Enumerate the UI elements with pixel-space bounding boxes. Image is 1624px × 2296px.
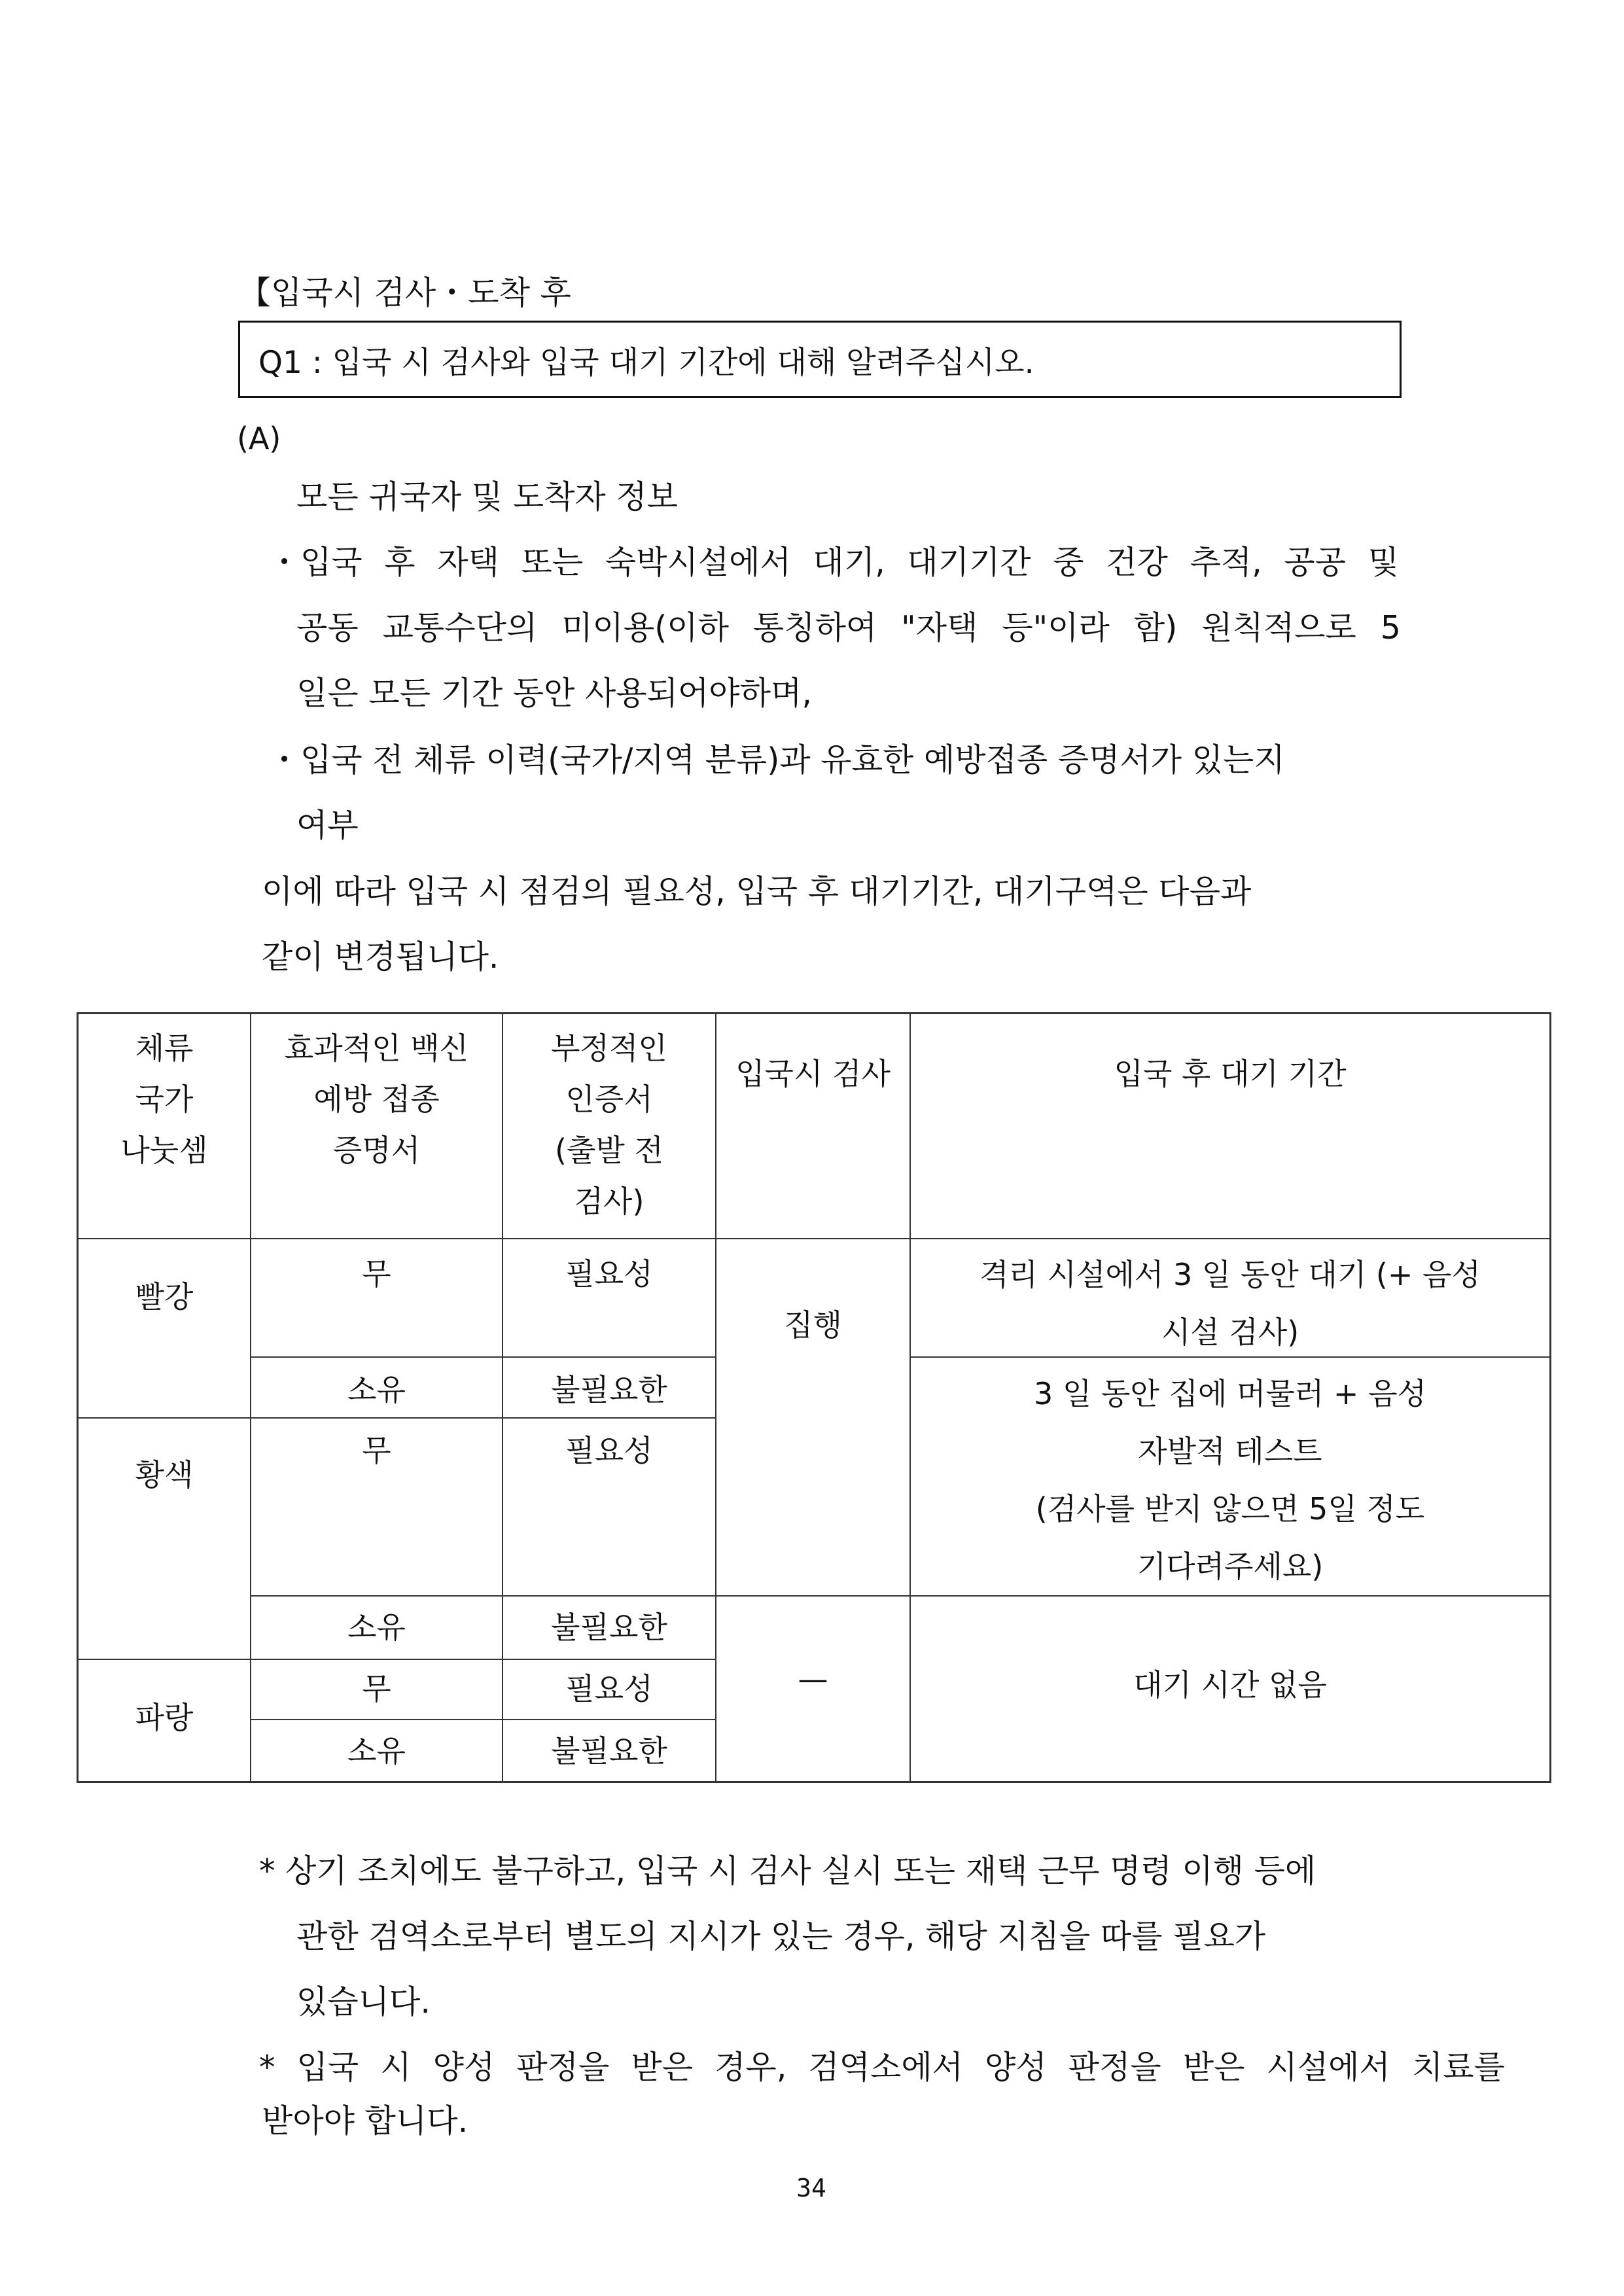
wait-none: 대기 시간 없음 — [1133, 1667, 1327, 1703]
group-yellow: 황색 — [135, 1457, 194, 1492]
vaccine-cell: 소유 — [347, 1733, 406, 1769]
bullet1-line3: 일은 모든 기간 동안 사용되어야하며, — [296, 675, 812, 712]
inspection-execute: 집행 — [784, 1307, 842, 1343]
group-blue: 파랑 — [135, 1700, 194, 1735]
certificate-cell: 필요성 — [565, 1433, 653, 1468]
vaccine-cell: 무 — [362, 1433, 391, 1468]
vaccine-cell: 무 — [362, 1671, 391, 1706]
vaccine-cell: 소유 — [347, 1610, 406, 1645]
para-line2: 같이 변경됩니다. — [262, 938, 499, 976]
wait-home: 3 일 동안 집에 머물러 + 음성 자발적 테스트 (검사를 받지 않으면 5일 정도 기다려주세요) — [1034, 1376, 1426, 1584]
answer-marker: (A) — [237, 421, 281, 456]
question-text: Q1 : 입국 시 검사와 입국 대기 기간에 대해 알려주십시오. — [258, 345, 1034, 381]
header-inspection: 입국시 검사 — [735, 1056, 891, 1091]
bullet1-line1: ・입국 후 자택 또는 숙박시설에서 대기, 대기기간 중 건강 추적, 공공 및 — [268, 544, 1399, 581]
vaccine-cell: 무 — [362, 1256, 391, 1292]
note1-line2: 관한 검역소로부터 별도의 지시가 있는 경우, 해당 지침을 따를 필요가 — [296, 1918, 1266, 1955]
question-box — [238, 321, 1402, 398]
inspection-none: — — [798, 1661, 828, 1697]
page-number: 34 — [796, 2174, 826, 2202]
bullet2-line1: ・입국 전 체류 이력(국가/지역 분류)과 유효한 예방접종 증명서가 있는지 — [268, 741, 1285, 779]
certificate-cell: 필요성 — [565, 1671, 653, 1706]
vaccine-cell: 소유 — [347, 1372, 406, 1407]
header-certificate: 부정적인 인증서 (출발 전 검사) — [551, 1031, 667, 1219]
header-vaccine: 효과적인 백신 예방 접종 증명서 — [284, 1031, 469, 1168]
para-line1: 이에 따라 입국 시 점검의 필요성, 입국 후 대기기간, 대기구역은 다음과 — [262, 873, 1252, 910]
note2-line2: 받아야 합니다. — [262, 2102, 468, 2140]
note1-line3: 있습니다. — [296, 1983, 431, 2021]
header-country: 체류 국가 나눗셈 — [120, 1031, 208, 1168]
certificate-cell: 불필요한 — [551, 1733, 667, 1769]
header-wait-period: 입국 후 대기 기간 — [1114, 1056, 1347, 1091]
wait-facility: 격리 시설에서 3 일 동안 대기 (+ 음성 시설 검사) — [980, 1257, 1481, 1350]
note2-line1: * 입국 시 양성 판정을 받은 경우, 검역소에서 양성 판정을 받은 시설에서 치료를 — [259, 2049, 1505, 2086]
certificate-cell: 불필요한 — [551, 1372, 667, 1407]
bullet2-line2: 여부 — [296, 807, 359, 844]
intro-line: 모든 귀국자 및 도착자 정보 — [296, 478, 678, 516]
group-red: 빨강 — [135, 1279, 194, 1315]
section-heading: 【입국시 검사・도착 후 — [239, 274, 571, 311]
note1-line1: * 상기 조치에도 불구하고, 입국 시 검사 실시 또는 재택 근무 명령 이행 등에 — [259, 1852, 1316, 1890]
certificate-cell: 필요성 — [565, 1256, 653, 1292]
certificate-cell: 불필요한 — [551, 1610, 667, 1645]
bullet1-line2: 공동 교통수단의 미이용(이하 통칭하여 "자택 등"이라 함) 원칙적으로 5 — [296, 609, 1401, 646]
